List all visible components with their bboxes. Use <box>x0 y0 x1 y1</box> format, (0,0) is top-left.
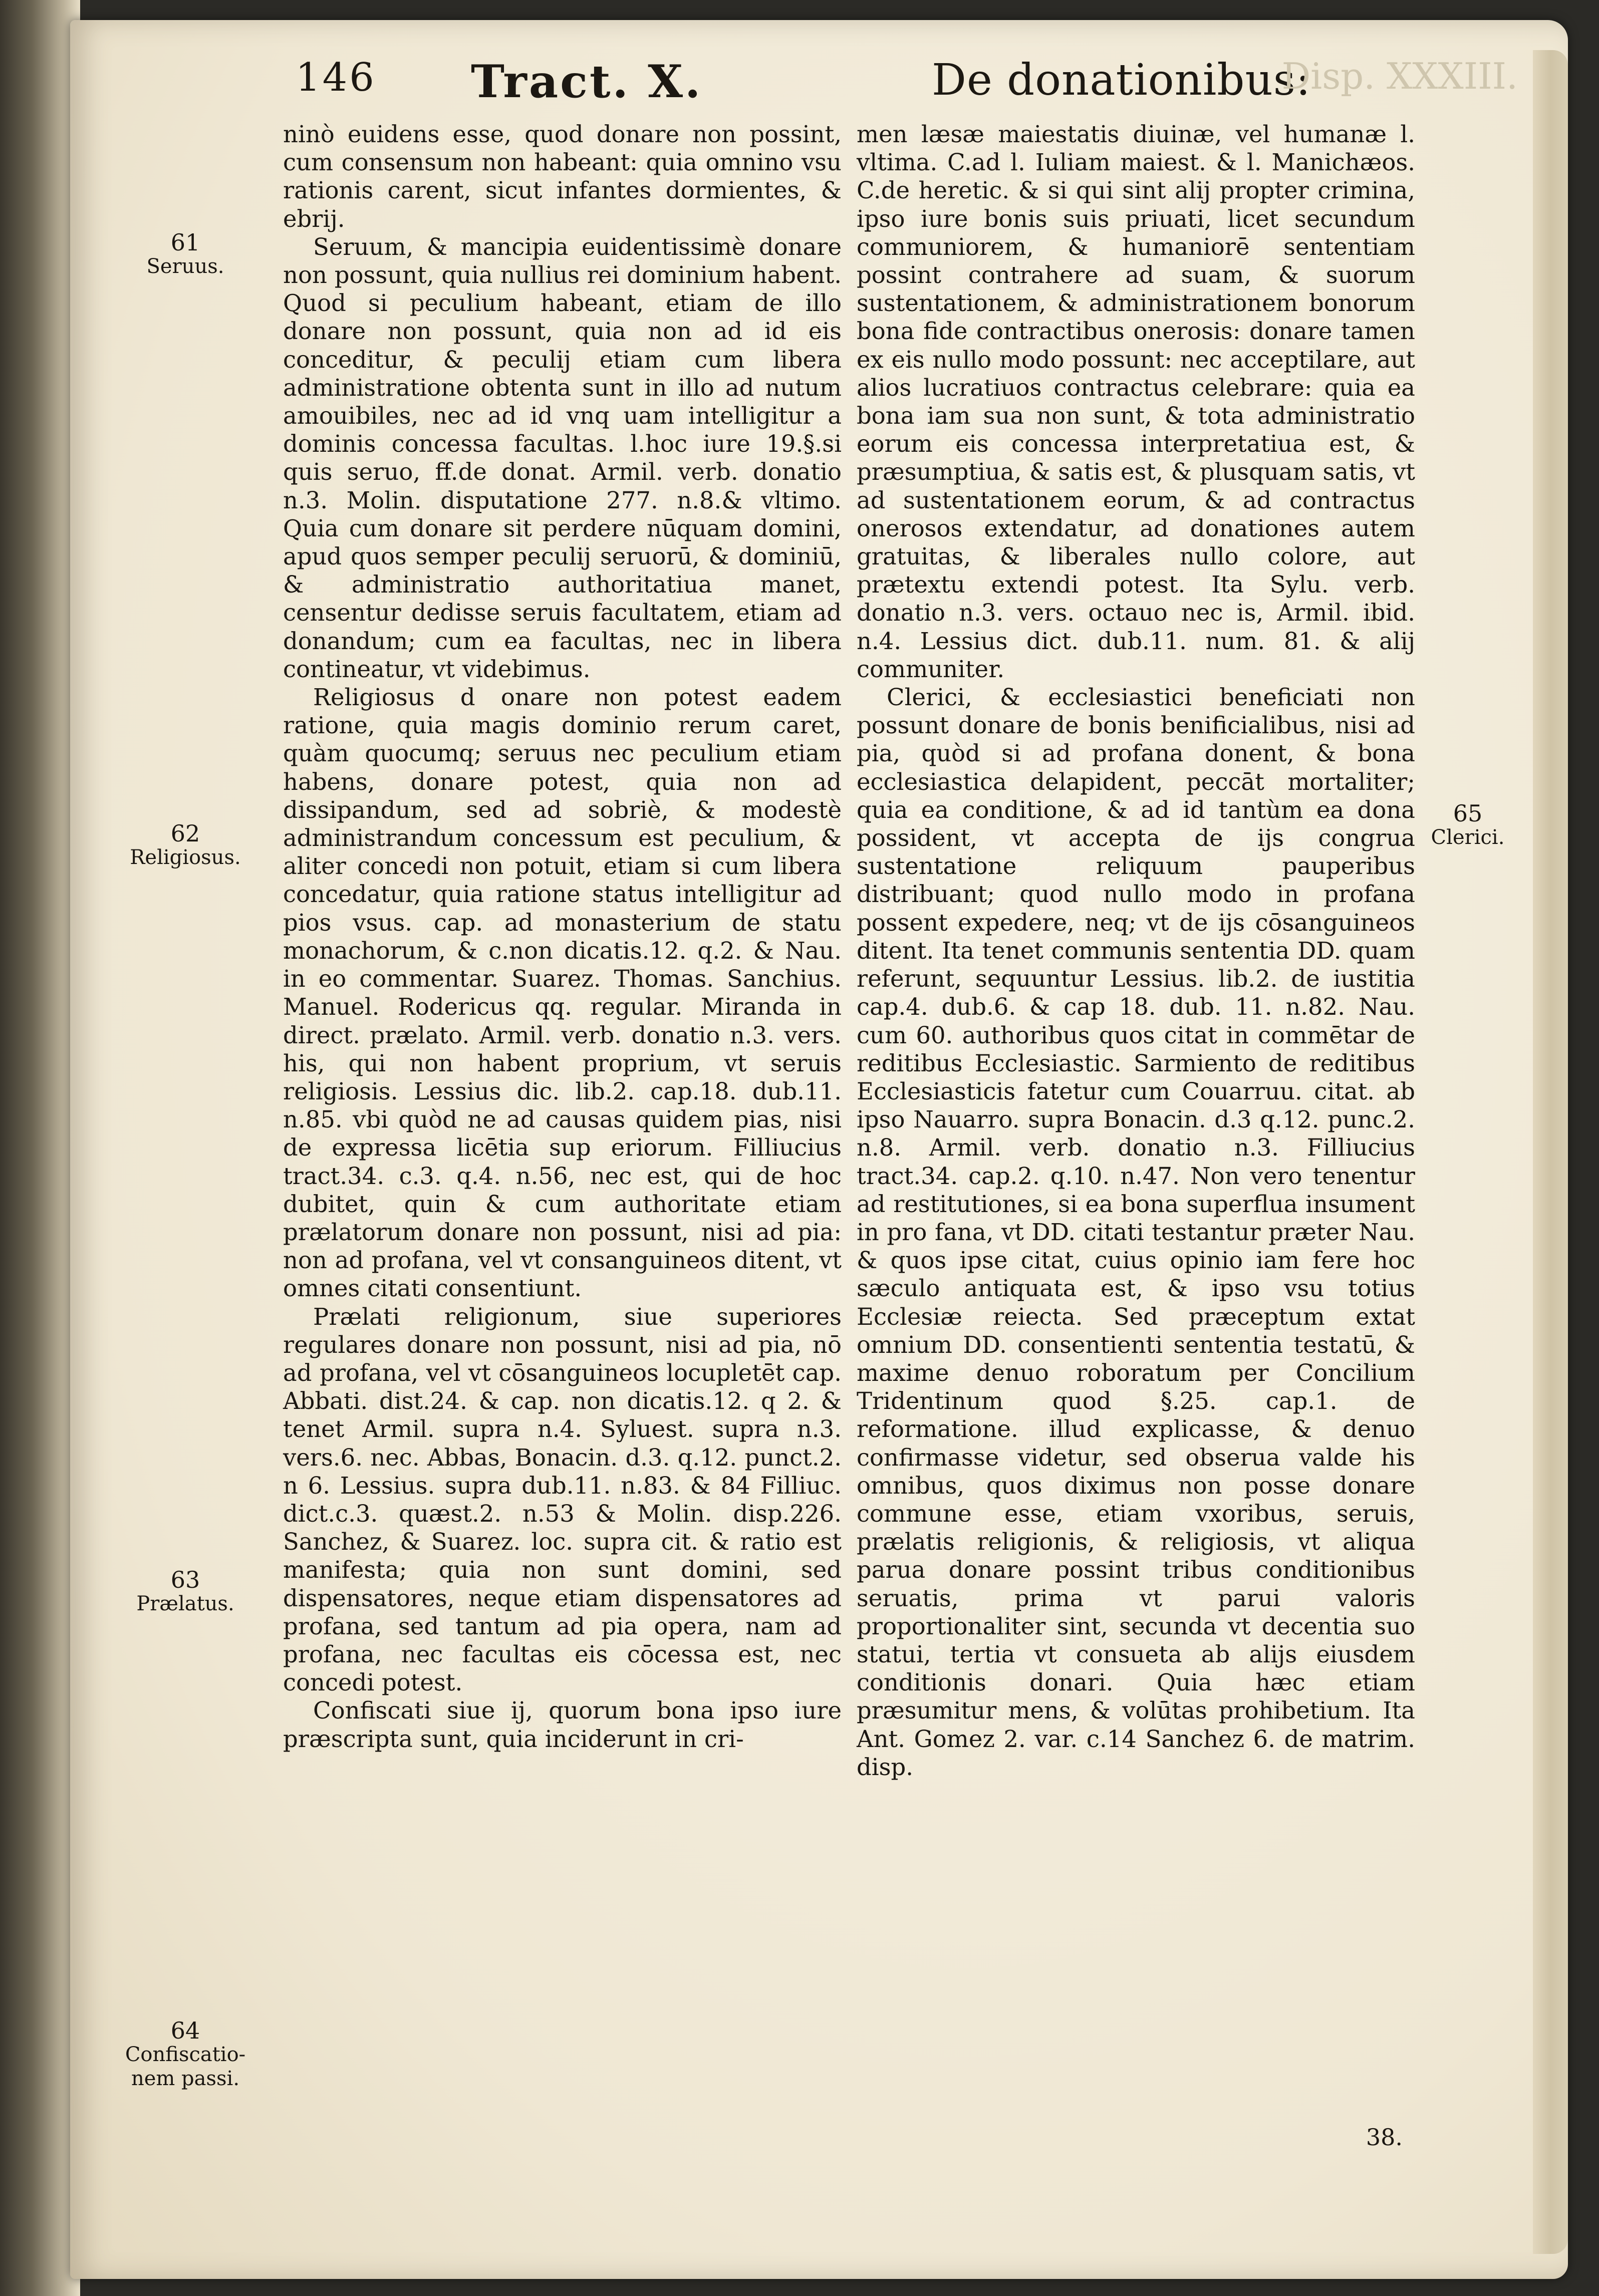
book-page <box>70 20 1568 2279</box>
margin-note-number: 65 <box>1453 800 1483 827</box>
margin-note-label: Prælatus. <box>136 1592 234 1615</box>
paragraph: Confiscati siue ij, quorum bona ipso iure præscripta sunt, quia inciderunt in cri- <box>283 1697 842 1753</box>
paragraph: ninò euidens esse, quod donare non possint, cum consensum non habeant: quia omnino vsu rationis carent, sicut infantes dormientes, & ebrij. <box>283 121 842 232</box>
margin-note-number: 61 <box>170 229 200 256</box>
right-text-column <box>857 120 1415 1781</box>
left-text-column <box>283 120 842 1753</box>
margin-note-number: 63 <box>170 1566 200 1593</box>
book-binding <box>0 0 80 2296</box>
margin-note-label: Seruus. <box>146 255 224 278</box>
margin-note-62 <box>120 821 250 870</box>
paragraph: Clerici, & ecclesiastici beneficiati non possunt donare de bonis benificialibus, nisi ad pia, quòd si ad profana donent, & bona ecclesiastica delapident, peccāt mortaliter; quia ea conditione, & ad id tantùm ea dona possident, vt accepta de ijs congrua sustentatione reliquum pauperibus distribuant; quod nullo modo in profana possent expedere, neq; vt de ijs cōsanguineos ditent. Ita tenet communis sententia DD. quam referunt, sequuntur Lessius. lib.2. de iustitia cap.4. dub.6. & cap 18. dub. 11. n.82. Nau. cum 60. authoribus quos citat in commētar de reditibus Ecclesiastic. Sarmiento de reditibus Ecclesiasticis fatetur cum Couarruu. citat. ab ipso Nauarro. supra Bonacin. d.3 q.12. punc.2. n.8. Armil. verb. donatio n.3. Filliucius tract.34. cap.2. q.10. n.47. Non vero tenentur ad restitutiones, si ea bona superflua insument in pro fana, vt DD. citati testantur præter Nau. & quos ipse citat, cuius opinio iam fere hoc sæculo antiquata est, & ipso vsu totius Ecclesiæ reiecta. Sed præceptum extat omnium DD. consentienti sententia testatū, & maxime denuo roboratum per Concilium Tridentinum quod §.25. cap.1. de reformatione. illud explicasse, & denuo confirmasse videtur, sed obserua valde his omnibus, quos diximus non posse donare commune esse, etiam vxoribus, seruis, prælatis religionis, & religiosis, vt aliqua parua donare possint tribus conditionibus seruatis, prima vt parui valoris proportionaliter sint, secunda vt decentia suo statui, tertia vt consueta ab alijs eiusdem conditionis donari. Quia hæc etiam præsumitur mens, & volūtas prohibetium. Ita Ant. Gomez 2. var. c.14 Sanchez 6. de matrim. disp. <box>857 684 1415 1781</box>
page-number: 146 <box>296 55 376 100</box>
page-edge <box>1533 50 1568 2254</box>
running-header <box>70 55 1568 125</box>
margin-note-label: Clerici. <box>1431 826 1505 849</box>
catchword: 38. <box>1366 2124 1403 2151</box>
margin-note-61 <box>120 230 250 278</box>
paragraph: Religiosus d onare non potest eadem ratione, quia magis dominio rerum caret, quàm quocumq; seruus nec peculium etiam habens, donare potest, quia non ad dissipandum, sed ad sobriè, & modestè administrandum concessum est peculium, & aliter concedi non potuit, etiam si cum libera concedatur, quia ratione status intelligitur ad pios vsus. cap. ad monasterium de statu monachorum, & c.non dicatis.12. q.2. & Nau. in eo commentar. Suarez. Thomas. Sanchius. Manuel. Rodericus qq. regular. Miranda in direct. prælato. Armil. verb. donatio n.3. vers. his, qui non habent proprium, vt seruis religiosis. Lessius dic. lib.2. cap.18. dub.11. n.85. vbi quòd ne ad causas quidem pias, nisi de expressa licētia sup eriorum. Filliucius tract.34. c.3. q.4. n.56, nec est, qui de hoc dubitet, quin & cum authoritate etiam prælatorum donare non possunt, nisi ad pia: non ad profana, vel vt consanguineos ditent, vt omnes citati consentiunt. <box>283 684 842 1302</box>
paragraph: Prælati religionum, siue superiores regulares donare non possunt, nisi ad pia, nō ad profana, vel vt cōsanguineos locupletēt cap. Abbati. dist.24. & cap. non dicatis.12. q 2. & tenet Armil. supra n.4. Syluest. supra n.3. vers.6. nec. Abbas, Bonacin. d.3. q.12. punct.2. n 6. Lessius. supra dub.11. n.83. & 84 Filliuc. dict.c.3. quæst.2. n.53 & Molin. disp.226. Sanchez, & Suarez. loc. supra cit. & ratio est manifesta; quia non sunt domini, sed dispensatores, neque etiam dispensatores ad profana, sed tantum ad pia opera, nam ad profana, nec facultas eis cōcessa est, nec concedi potest. <box>283 1303 842 1696</box>
margin-note-63 <box>120 1568 250 1616</box>
bleed-through-text: Disp. XXXIII. <box>1281 55 1518 97</box>
paragraph: Seruum, & mancipia euidentissimè donare non possunt, quia nullius rei dominium habent. Quod si peculium habeant, etiam de illo donare non possunt, quia non ad id eis conceditur, & peculij etiam cum libera administratione obtenta sunt in illo ad nutum amouibiles, nec ad id vnq uam intelligitur a dominis concessa facultas. l.hoc iure 19.§.si quis seruo, ff.de donat. Armil. verb. donatio n.3. Molin. disputatione 277. n.8.& vltimo. Quia cum donare sit perdere nūquam domini, apud quos semper peculij seruorū, & dominiū, & administratio authoritatiua manet, censentur dedisse seruis facultatem, etiam ad donandum; cum ea facultas, nec in libera contineatur, vt videbimus. <box>283 233 842 683</box>
section-title: De donationibus: <box>932 55 1311 105</box>
margin-note-number: 62 <box>170 820 200 847</box>
tract-heading: Tract. X. <box>471 55 703 108</box>
margin-note-label: Confiscatio-nem passi. <box>125 2043 246 2090</box>
margin-note-number: 64 <box>170 2017 200 2044</box>
paragraph: men læsæ maiestatis diuinæ, vel humanæ l. vltima. C.ad l. Iuliam maiest. & l. Manichæos. C.de heretic. & si qui sint alij propter crimina, ipso iure bonis suis priuati, licet secundum communiorem, & humaniorē sententiam possint contrahere ad suam, & suorum sustentationem, & administrationem bonorum bona fide contractibus onerosis: donare tamen ex eis nullo modo possunt: nec acceptilare, aut alios lucratiuos contractus celebrare: quia ea bona iam sua non sunt, & tota administratio eorum eis concessa interpretatiua est, & præsumptiua, & satis est, & plusquam satis, vt ad sustentationem eorum, & ad contractus onerosos extendatur, ad donationes autem gratuitas, & liberales nullo colore, aut prætextu extendi potest. Ita Sylu. verb. donatio n.3. vers. octauo nec is, Armil. ibid. n.4. Lessius dict. dub.11. num. 81. & alij communiter. <box>857 121 1415 683</box>
margin-note-65 <box>1418 801 1518 849</box>
margin-note-label: Religiosus. <box>130 846 241 869</box>
margin-note-64 <box>120 2019 250 2091</box>
